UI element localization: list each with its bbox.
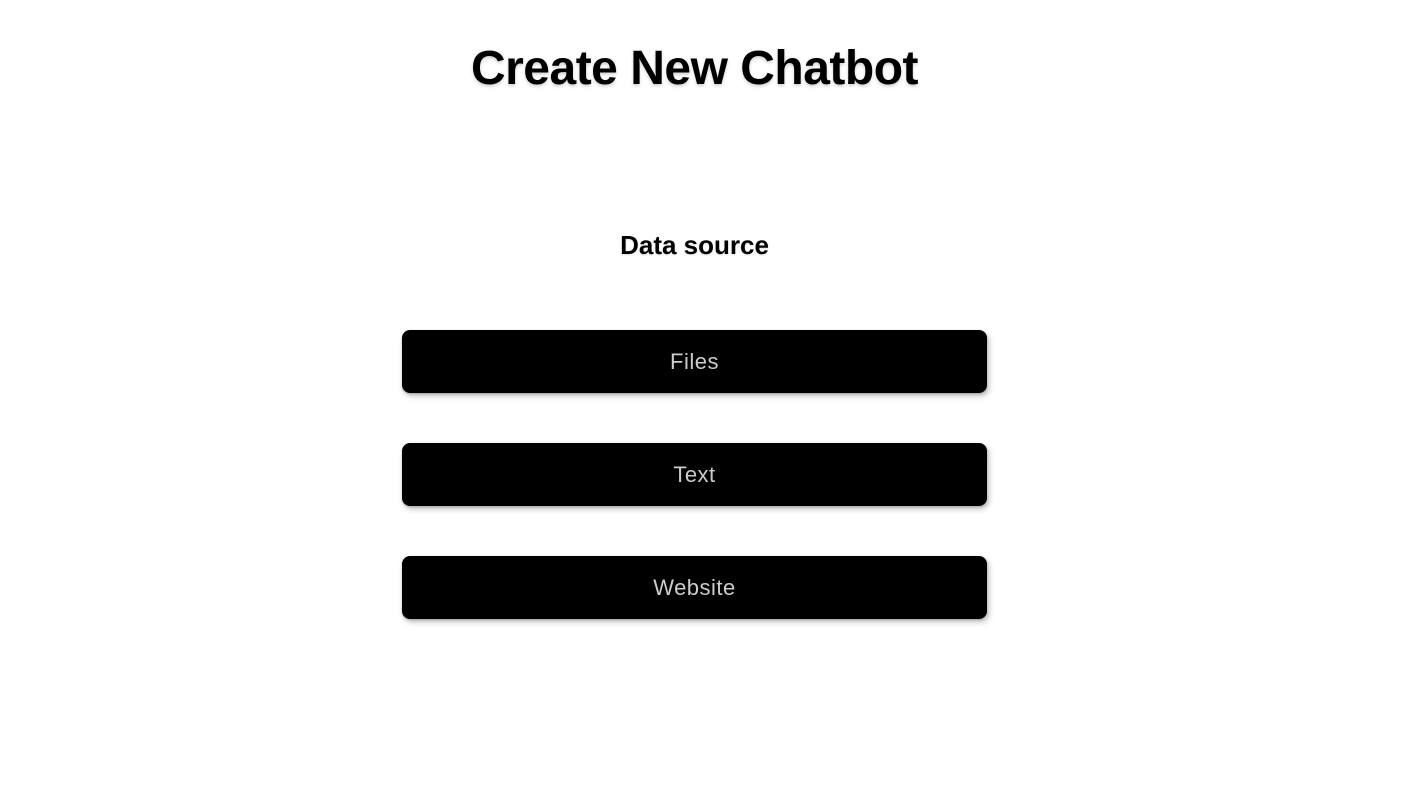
page-title: Create New Chatbot bbox=[470, 42, 919, 95]
data-source-options bbox=[0, 330, 1389, 619]
text-option-button[interactable]: Text bbox=[402, 443, 987, 506]
data-source-heading: Data source bbox=[620, 230, 769, 260]
files-option-button[interactable]: Files bbox=[402, 330, 987, 393]
website-option-button[interactable]: Website bbox=[402, 556, 987, 619]
